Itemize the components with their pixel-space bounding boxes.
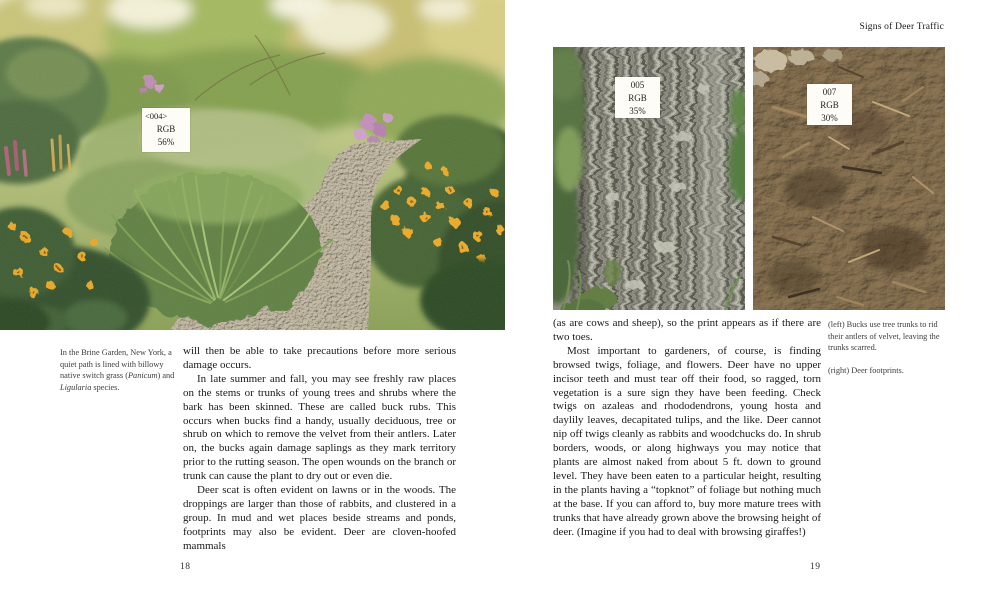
sample-percent: 30% <box>821 113 838 123</box>
sample-mode: RGB <box>628 93 647 103</box>
sample-percent: 56% <box>157 137 175 147</box>
left-page-text-column <box>183 345 456 554</box>
sample-mode: RGB <box>156 124 176 134</box>
caption-text: In the Brine Garden, New York, a quiet path is lined with billowy native switch grass ( <box>60 348 172 381</box>
color-sample-label-005 <box>615 77 660 118</box>
sample-id: 005 <box>630 80 645 90</box>
right-page-text-column <box>553 317 821 540</box>
garden-photo-caption <box>60 347 176 393</box>
page-number-left: 18 <box>180 562 191 572</box>
sample-mode: RGB <box>820 100 839 110</box>
running-head: Signs of Deer Traffic <box>859 22 944 32</box>
sample-percent: 35% <box>629 106 646 116</box>
page-number-right: 19 <box>810 562 821 572</box>
trunk-photo-caption: (left) Bucks use tree trunks to rid their antlers of velvet, leaving the trunks scarred. <box>828 320 940 353</box>
caption-text: species. <box>91 382 120 392</box>
caption-text: ) and <box>157 371 175 381</box>
body-paragraph: will then be able to take precautions before more serious damage occurs. <box>183 345 456 371</box>
color-sample-label-007 <box>807 84 852 125</box>
body-paragraph: (as are cows and sheep), so the print appears as if there are two toes. <box>553 317 821 343</box>
footprints-photo-caption: (right) Deer footprints. <box>828 365 904 375</box>
caption-italic-ligularia: Ligularia <box>60 382 92 392</box>
color-sample-label-004 <box>142 108 190 152</box>
body-paragraph: Most important to gardeners, of course, is finding browsed twigs, foliage, and flowers. Deer have no upper incisor teeth and must tear off their food, so ragged, torn vegetation is a sure sign they have been feeding. Check twigs on azaleas and rhododendrons, young hosta and daylily leaves, decapitated tulips, and the like. Deer cannot nip off twigs cleanly as rabbits and woodchucks do. In shrub borders, woods, or along highways you may notice that plants are almost naked from about 5 ft. down to ground level. They have been eaten to a particular height, resulting in the plants having a “topknot” of foliage but nothing much at the base. If you can afford to, buy more mature trees with trunks that have already grown above the browsing height of deer. (Imagine if you had to deal with browsing giraffes!) <box>553 344 821 538</box>
garden-path-photo <box>0 0 505 330</box>
body-paragraph: In late summer and fall, you may see freshly raw places on the stems or trunks of young trees and shrubs where the bark has been skinned. These are called buck rubs. This occurs when bucks find a handy, usually deciduous, tree or shrub on which to remove the velvet from their antlers. Later on, the bucks again damage saplings as they mark territory prior to the rutting season. The open wounds on the branch or trunk can cause the plant to dry out or even die. <box>183 372 456 483</box>
sample-id: <004> <box>145 111 168 121</box>
right-page-photo-captions <box>828 319 946 387</box>
garden-photo-illustration <box>0 0 505 330</box>
caption-italic-panicum: Panicum <box>127 371 158 381</box>
sample-id: 007 <box>822 87 837 97</box>
buck-rub-trunk-photo <box>553 47 745 310</box>
deer-footprints-photo <box>753 47 945 310</box>
body-paragraph: Deer scat is often evident on lawns or in the woods. The droppings are larger than those of rabbits, and clustered in a group. In mud and wet places beside streams and ponds, footprints may also be evident. Deer are cloven-hoofed mammals <box>183 484 456 552</box>
